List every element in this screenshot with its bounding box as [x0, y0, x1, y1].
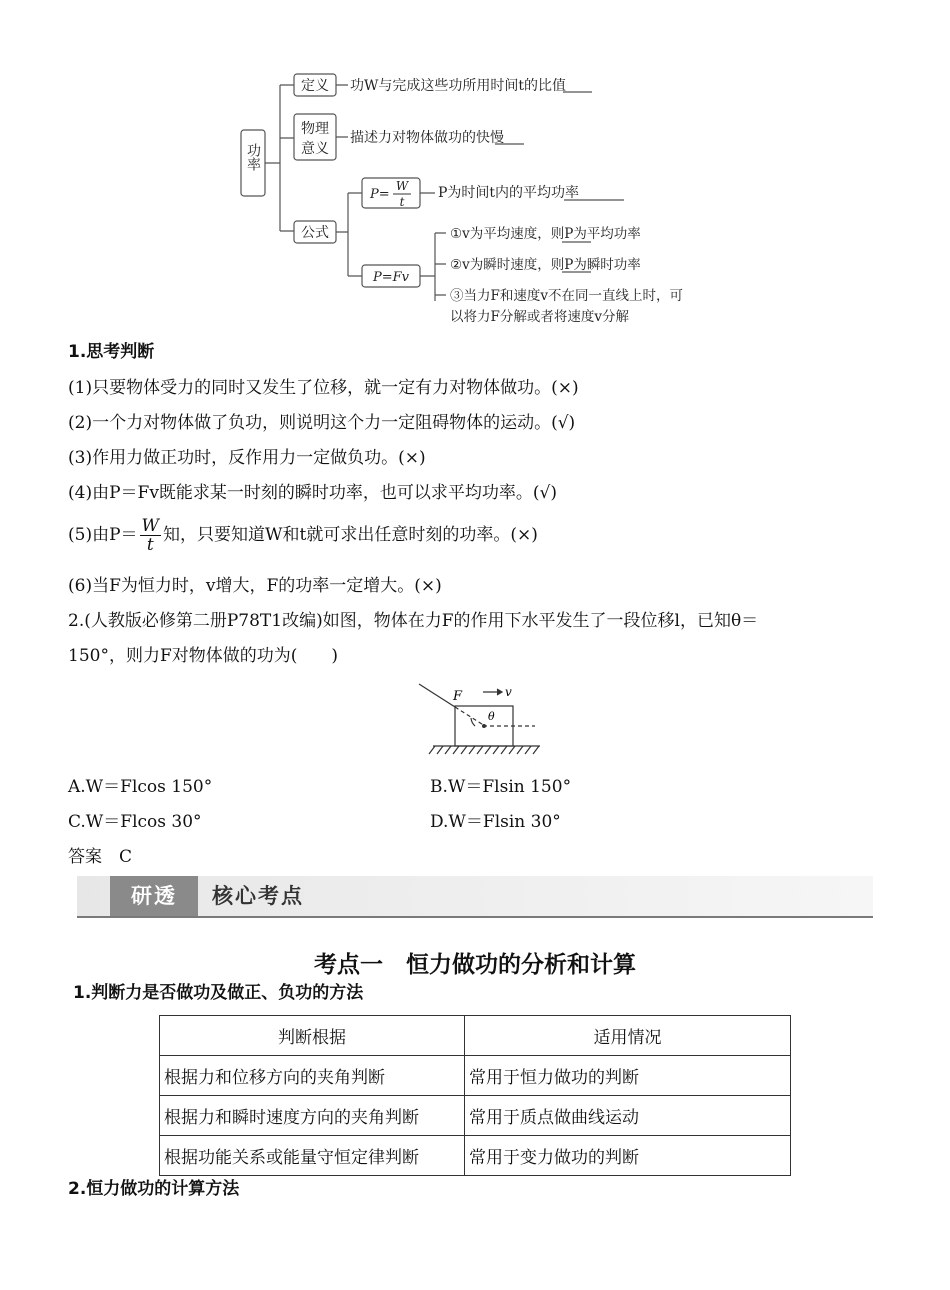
option-b: B.W＝Flsin 150°: [430, 777, 572, 797]
mindmap-definition-text: 功W与完成这些功所用时间t的比值: [350, 78, 567, 94]
fraction-numerator: W: [141, 516, 160, 536]
table-header-row: [160, 1016, 791, 1056]
table-cell: 常用于质点做曲线运动: [465, 1096, 791, 1136]
mindmap-note-3: ③当力F和速度v不在同一直线上时，可: [450, 288, 683, 304]
fraction-denominator: t: [146, 535, 154, 555]
option-a: A.W＝Flcos 150°: [68, 777, 213, 797]
mindmap-root: 功率: [245, 143, 261, 171]
table-cell: 根据力和位移方向的夹角判断: [160, 1056, 465, 1096]
mindmap-formula1-lhs: P=: [370, 187, 390, 202]
mindmap-formula2: P=Fv: [372, 270, 410, 285]
table-header-cell: 判断根据: [160, 1016, 465, 1056]
topic-subheading-2: 2.恒力做功的计算方法: [68, 1179, 240, 1199]
figure-velocity-label: v: [505, 685, 512, 699]
figure-force-label: F: [453, 689, 463, 704]
q1-item-1: (1)只要物体受力的同时又发生了位移，就一定有力对物体做功。(×): [68, 378, 579, 398]
q1-item-5-post: 知，只要知道W和t就可求出任意时刻的功率。(×): [163, 525, 538, 545]
q1-title: 1.思考判断: [68, 342, 155, 362]
mindmap-formula1-num: W: [395, 179, 409, 193]
q1-item-5-fraction: [140, 517, 161, 554]
option-d: D.W＝Flsin 30°: [430, 812, 561, 832]
table-header-cell: 适用情况: [465, 1016, 791, 1056]
mindmap-formula1-den: t: [399, 195, 405, 209]
section-tag: 研透: [110, 876, 198, 916]
mindmap-note-1: ①v为平均速度，则P为平均功率: [450, 226, 641, 242]
mindmap-formula1-text: P为时间t内的平均功率: [438, 185, 580, 201]
mindmap-definition-label: 定义: [301, 78, 329, 94]
q1-item-5-pre: (5)由P＝: [68, 525, 138, 545]
table-row: [160, 1136, 791, 1176]
mindmap-meaning-label-2: 意义: [301, 141, 329, 157]
q1-item-5: [68, 515, 538, 555]
topic-heading: 考点一 恒力做功的分析和计算: [314, 952, 636, 978]
q2-stem-line-1: 2.(人教版必修第二册P78T1改编)如图，物体在力F的作用下水平发生了一段位移l，已知θ＝: [68, 611, 759, 631]
section-title: 核心考点: [212, 884, 304, 908]
table-row: [160, 1056, 791, 1096]
figure-angle-label: θ: [488, 710, 495, 723]
table-row: [160, 1096, 791, 1136]
mindmap-meaning-text: 描述力对物体做功的快慢: [350, 130, 504, 146]
answer: 答案 C: [68, 847, 133, 867]
q1-item-3: (3)作用力做正功时，反作用力一定做负功。(×): [68, 448, 426, 468]
q1-item-4: (4)由P＝Fv既能求某一时刻的瞬时功率，也可以求平均功率。(√): [68, 483, 558, 503]
table-cell: 常用于变力做功的判断: [465, 1136, 791, 1176]
mindmap-note-2: ②v为瞬时速度，则P为瞬时功率: [450, 257, 641, 273]
mindmap-note-4: 以将力F分解或者将速度v分解: [450, 309, 629, 325]
table-cell: 常用于恒力做功的判断: [465, 1056, 791, 1096]
force-block-figure: [415, 680, 545, 760]
q1-item-2: (2)一个力对物体做了负功，则说明这个力一定阻碍物体的运动。(√): [68, 413, 576, 433]
mindmap-formula-label: 公式: [301, 225, 329, 241]
judgment-table: [159, 1015, 791, 1176]
table-cell: 根据功能关系或能量守恒定律判断: [160, 1136, 465, 1176]
topic-subheading-1: 1.判断力是否做功及做正、负功的方法: [73, 983, 364, 1003]
option-c: C.W＝Flcos 30°: [68, 812, 202, 832]
table-cell: 根据力和瞬时速度方向的夹角判断: [160, 1096, 465, 1136]
q1-item-6: (6)当F为恒力时，v增大，F的功率一定增大。(×): [68, 576, 442, 596]
q2-stem-line-2: 150°，则力F对物体做的功为( ): [68, 646, 339, 666]
power-mind-map: [230, 65, 730, 330]
mindmap-meaning-label-1: 物理: [301, 121, 329, 137]
